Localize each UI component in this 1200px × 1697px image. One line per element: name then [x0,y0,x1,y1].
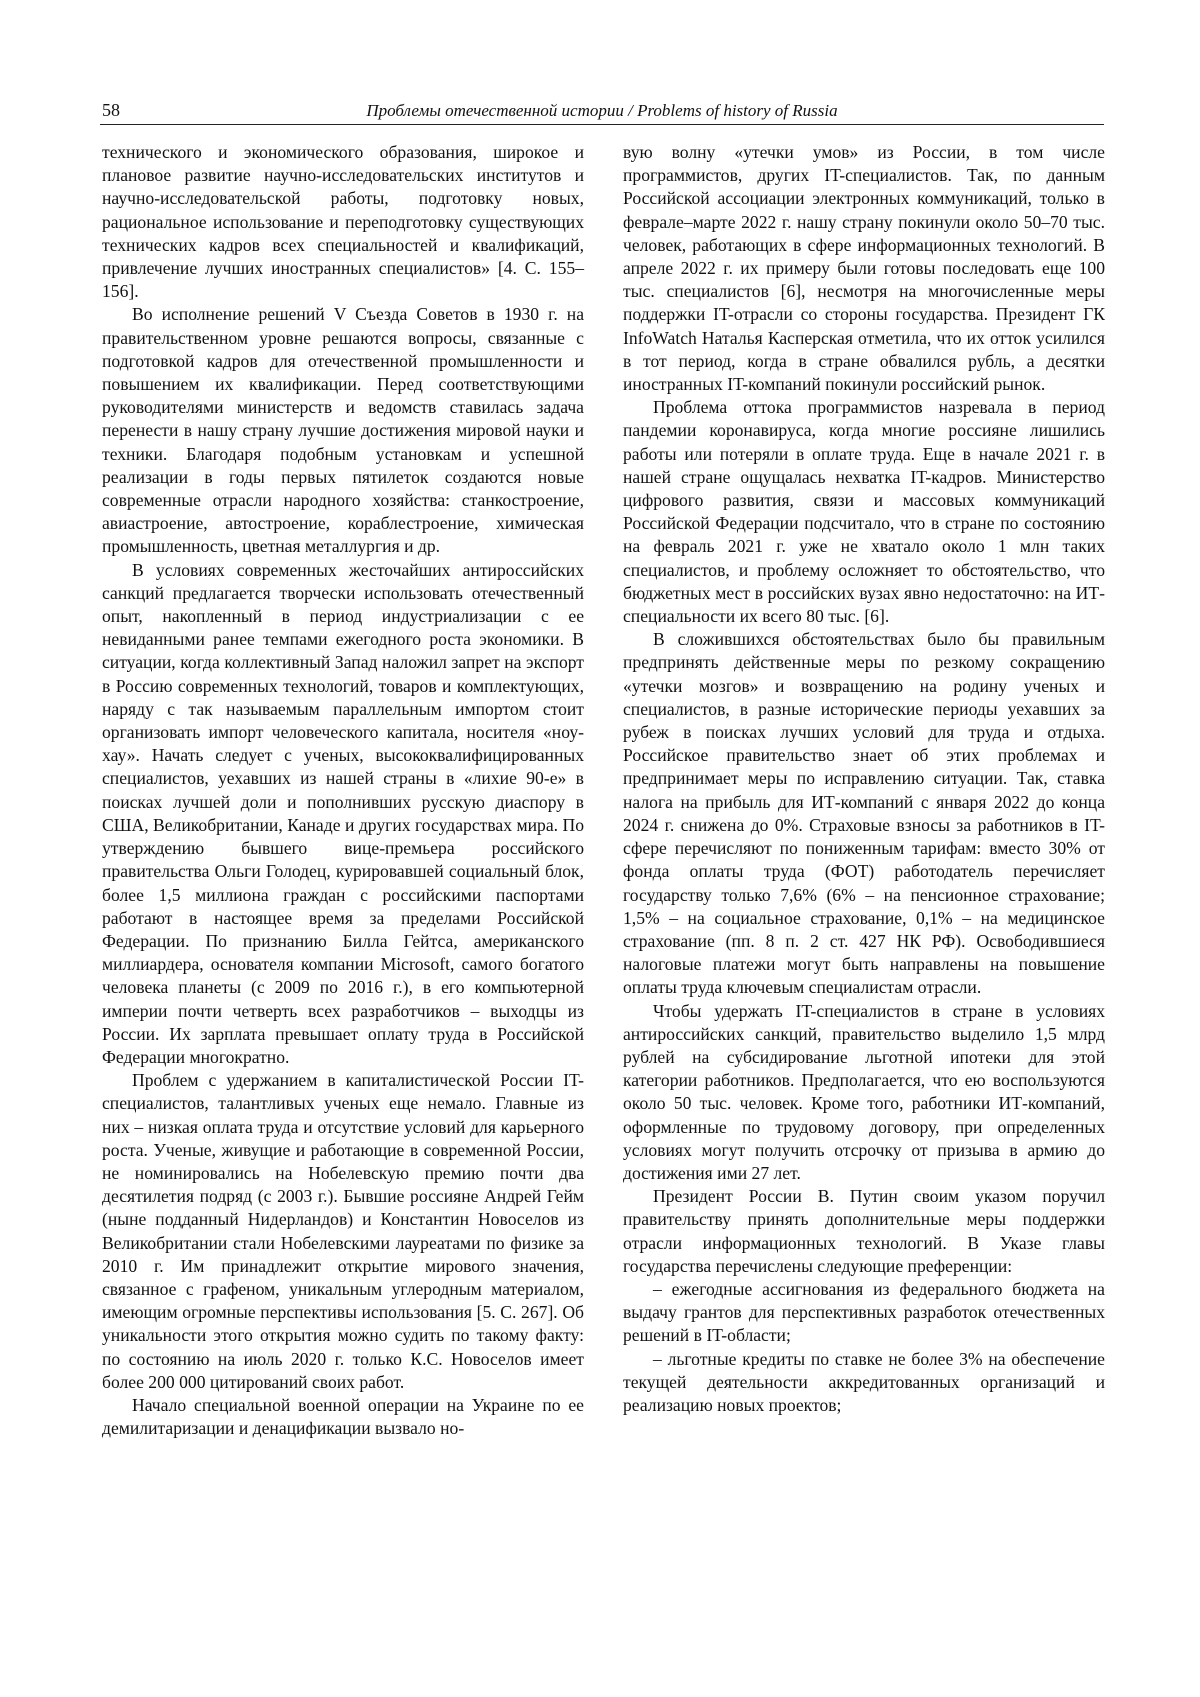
paragraph: Проблем с удержанием в капиталистической России IT-специалистов, талантливых ученых еще немало. Главные из них – низкая оплата труда и отсутствие условий для карьерного роста. Ученые, живущие и работающие в современной России, не номинировались на Нобелевскую премию почти два десятилетия подряд (с 2003 г.). Бывшие россияне Андрей Гейм (ныне подданный Нидерландов) и Константин Новоселов из Великобритании стали Нобелевскими лауреатами по физике за 2010 г. Им принадлежит открытие мирового значения, связанное с графеном, уникальным углеродным материалом, имеющим огромные перспективы использования [5. С. 267]. Об уникальности этого открытия можно судить по такому факту: по состоянию на июль 2020 г. только К.С. Новоселов имеет более 200 000 цитирований своих работ. [102,1070,584,1392]
left-column [102,141,584,1440]
right-column [623,141,1105,1417]
page-number: 58 [102,100,120,120]
running-title: Проблемы отечественной истории / Problems of history of Russia [366,101,838,120]
paragraph: В условиях современных жесточайших антироссийских санкций предлагается творчески использовать отечественный опыт, накопленный в период индустриализации с ее невиданными ранее темпами ежегодного роста экономики. В ситуации, когда коллективный Запад наложил запрет на экспорт в Россию современных технологий, товаров и комплектующих, наряду с так называемым параллельным импортом стоит организовать импорт человеческого капитала, носителя «ноу-хау». Начать следует с ученых, высококвалифицированных специалистов, уехавших из нашей страны в «лихие 90-е» в поисках лучшей доли и пополнивших русскую диаспору в США, Великобритании, Канаде и других государствах мира. По утверждению бывшего вице-премьера российского правительства Ольги Голодец, курировавшей социальный блок, более 1,5 миллиона граждан с российскими паспортами работают в настоящее время за пределами Российской Федерации. По признанию Билла Гейтса, американского миллиардера, основателя компании Microsoft, самого богатого человека планеты (с 2009 по 2016 г.), в его компьютерной империи почти четверть всех разработчиков – выходцы из России. Их зарплата превышает оплату труда в Российской Федерации многократно. [102,559,584,1067]
paragraph: Начало специальной военной операции на Украине по ее демилитаризации и денацификации вызвало но- [102,1394,584,1439]
list-item: – льготные кредиты по ставке не более 3% на обеспечение текущей деятельности аккредитованных организаций и реализацию новых проектов; [623,1348,1105,1415]
paragraph: Проблема оттока программистов назревала в период пандемии коронавируса, когда многие россияне лишились работы или потеряли в оплате труда. Еще в начале 2021 г. в нашей стране ощущалась нехватка IT-кадров. Министерство цифрового развития, связи и массовых коммуникаций Российской Федерации подсчитало, что в стране по состоянию на февраль 2021 г. уже не хватало около 1 млн таких специалистов, и проблему осложняет то обстоятельство, что бюджетных мест в российских вузах явно недостаточно: на ИТ-специальности их всего 80 тыс. [6]. [623,397,1105,627]
paragraph: В сложившихся обстоятельствах было бы правильным предпринять действенные меры по резкому сокращению «утечки мозгов» и возвращению на родину ученых и специалистов, в разные исторические периоды уехавших за рубеж в поисках лучших условий для труда и отдыха. Российское правительство знает об этих проблемах и предпринимает меры по исправлению ситуации. Так, ставка налога на прибыль для ИТ-компаний с января 2022 до конца 2024 г. снижена до 0%. Страховые взносы за работников в IT-сфере перечисляют по пониженным тарифам: вместо 30% от фонда оплаты труда (ФОТ) работодатель перечисляет государству только 7,6% (6% – на пенсионное страхование; 1,5% – на социальное страхование, 0,1% – на медицинское страхование (пп. 8 п. 2 ст. 427 НК РФ). Освободившиеся налоговые платежи могут быть направлены на повышение оплаты труда ключевым специалистам отрасли. [623,629,1105,998]
paragraph: Президент России В. Путин своим указом поручил правительству принять дополнительные меры поддержки отрасли информационных технологий. В Указе главы государства перечислены следующие преференции: [623,1186,1105,1276]
paragraph: Чтобы удержать IT-специалистов в стране в условиях антироссийских санкций, правительство выделило 1,5 млрд рублей на субсидирование льготной ипотеки для этой категории работников. Предполагается, что ею воспользуются около 50 тыс. человек. Кроме того, работники ИТ-компаний, оформленные по трудовому договору, при определенных условиях могут получить отсрочку от призыва в армию до достижения ими 27 лет. [623,1000,1105,1183]
page-header [100,98,1104,125]
paragraph: технического и экономического образования, широкое и плановое развитие научно-исследовательских институтов и научно-исследовательской работы, подготовку новых, рациональное использование и переподготовку существующих технических кадров всех специальностей и квалификаций, привлечение лучших иностранных специалистов» [4. С. 155–156]. [102,142,584,302]
paragraph: Во исполнение решений V Съезда Советов в 1930 г. на правительственном уровне решаются вопросы, связанные с подготовкой кадров для отечественной промышленности и повышением их квалификации. Перед соответствующими руководителями министерств и ведомств ставилась задача перенести в нашу страну лучшие достижения мировой науки и техники. Благодаря подобным установкам и успешной реализации в годы первых пятилеток создаются новые современные отрасли народного хозяйства: станкостроение, авиастроение, автостроение, кораблестроение, химическая промышленность, цветная металлургия и др. [102,304,584,557]
list-item: – ежегодные ассигнования из федерального бюджета на выдачу грантов для перспективных разработок отечественных решений в IT-области; [623,1278,1105,1346]
paragraph: вую волну «утечки умов» из России, в том числе программистов, других IT-специалистов. Так, по данным Российской ассоциации электронных коммуникаций, только в феврале–марте 2022 г. нашу страну покинули около 50–70 тыс. человек, работающих в сфере информационных технологий. В апреле 2022 г. их примеру были готовы последовать еще 100 тыс. специалистов [6], несмотря на многочисленные меры поддержки IT-отрасли со стороны государства. Президент ГК InfoWatch Наталья Касперская отметила, что их отток усилился в тот период, когда в стране обвалился рубль, а десятки иностранных IT-компаний покинули российский рынок. [623,142,1105,395]
